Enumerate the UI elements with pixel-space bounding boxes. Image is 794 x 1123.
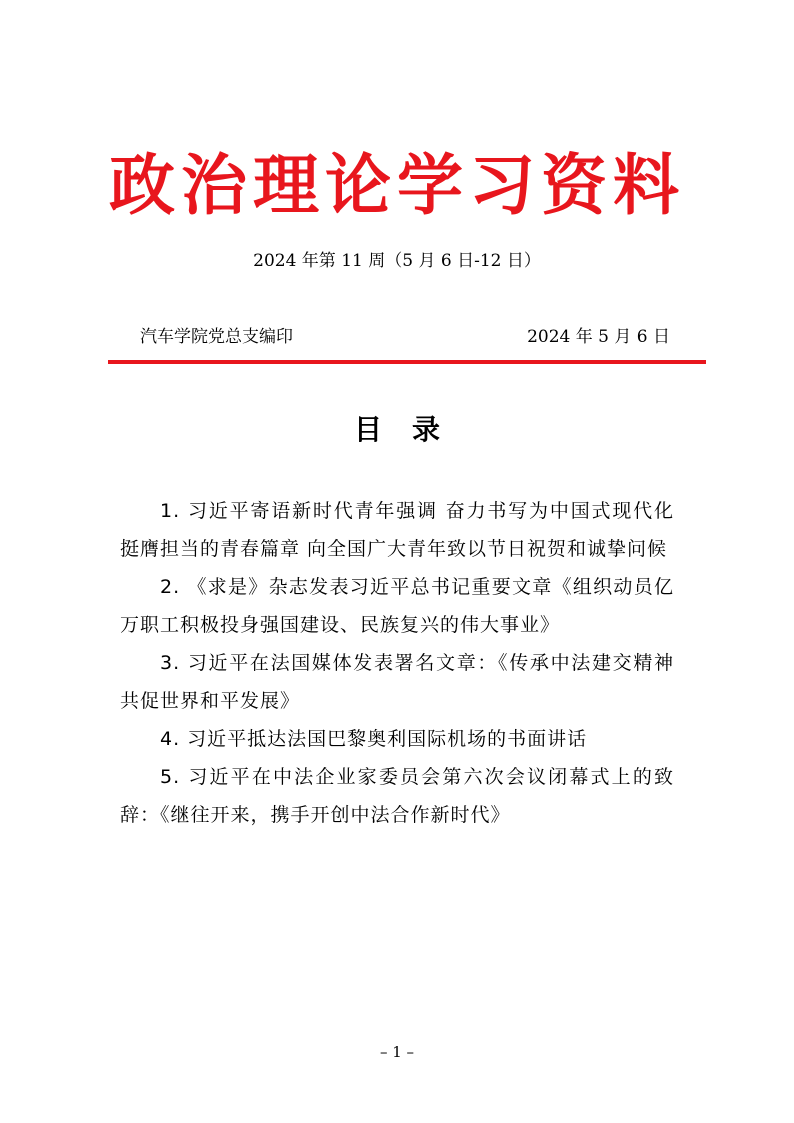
- masthead-title: 政治理论学习资料: [109, 146, 685, 224]
- table-of-contents: [120, 492, 695, 834]
- page-number: – 1 –: [379, 1043, 415, 1061]
- toc-item-1: 1. 习近平寄语新时代青年强调 奋力书写为中国式现代化挺膺担当的青春篇章 向全国广大青年致以节日祝贺和诚挚问候: [120, 500, 674, 560]
- publication-date: 2024 年 5 月 6 日: [527, 327, 670, 347]
- toc-item-3: 3. 习近平在法国媒体发表署名文章：《传承中法建交精神 共促世界和平发展》: [120, 652, 695, 712]
- red-divider-rule: [108, 360, 706, 364]
- toc-title: 目录: [353, 413, 470, 446]
- issue-week-line: 2024 年第 11 周（5 月 6 日-12 日）: [253, 251, 541, 271]
- publisher-name: 汽车学院党总支编印: [140, 327, 293, 347]
- toc-item-4: 4. 习近平抵达法国巴黎奥利国际机场的书面讲话: [160, 728, 588, 750]
- toc-item-2: 2. 《求是》杂志发表习近平总书记重要文章《组织动员亿万职工积极投身强国建设、民族复兴的伟大事业》: [120, 576, 674, 636]
- toc-item-5: 5. 习近平在中法企业家委员会第六次会议闭幕式上的致辞：《继往开来，携手开创中法合作新时代》: [120, 766, 674, 826]
